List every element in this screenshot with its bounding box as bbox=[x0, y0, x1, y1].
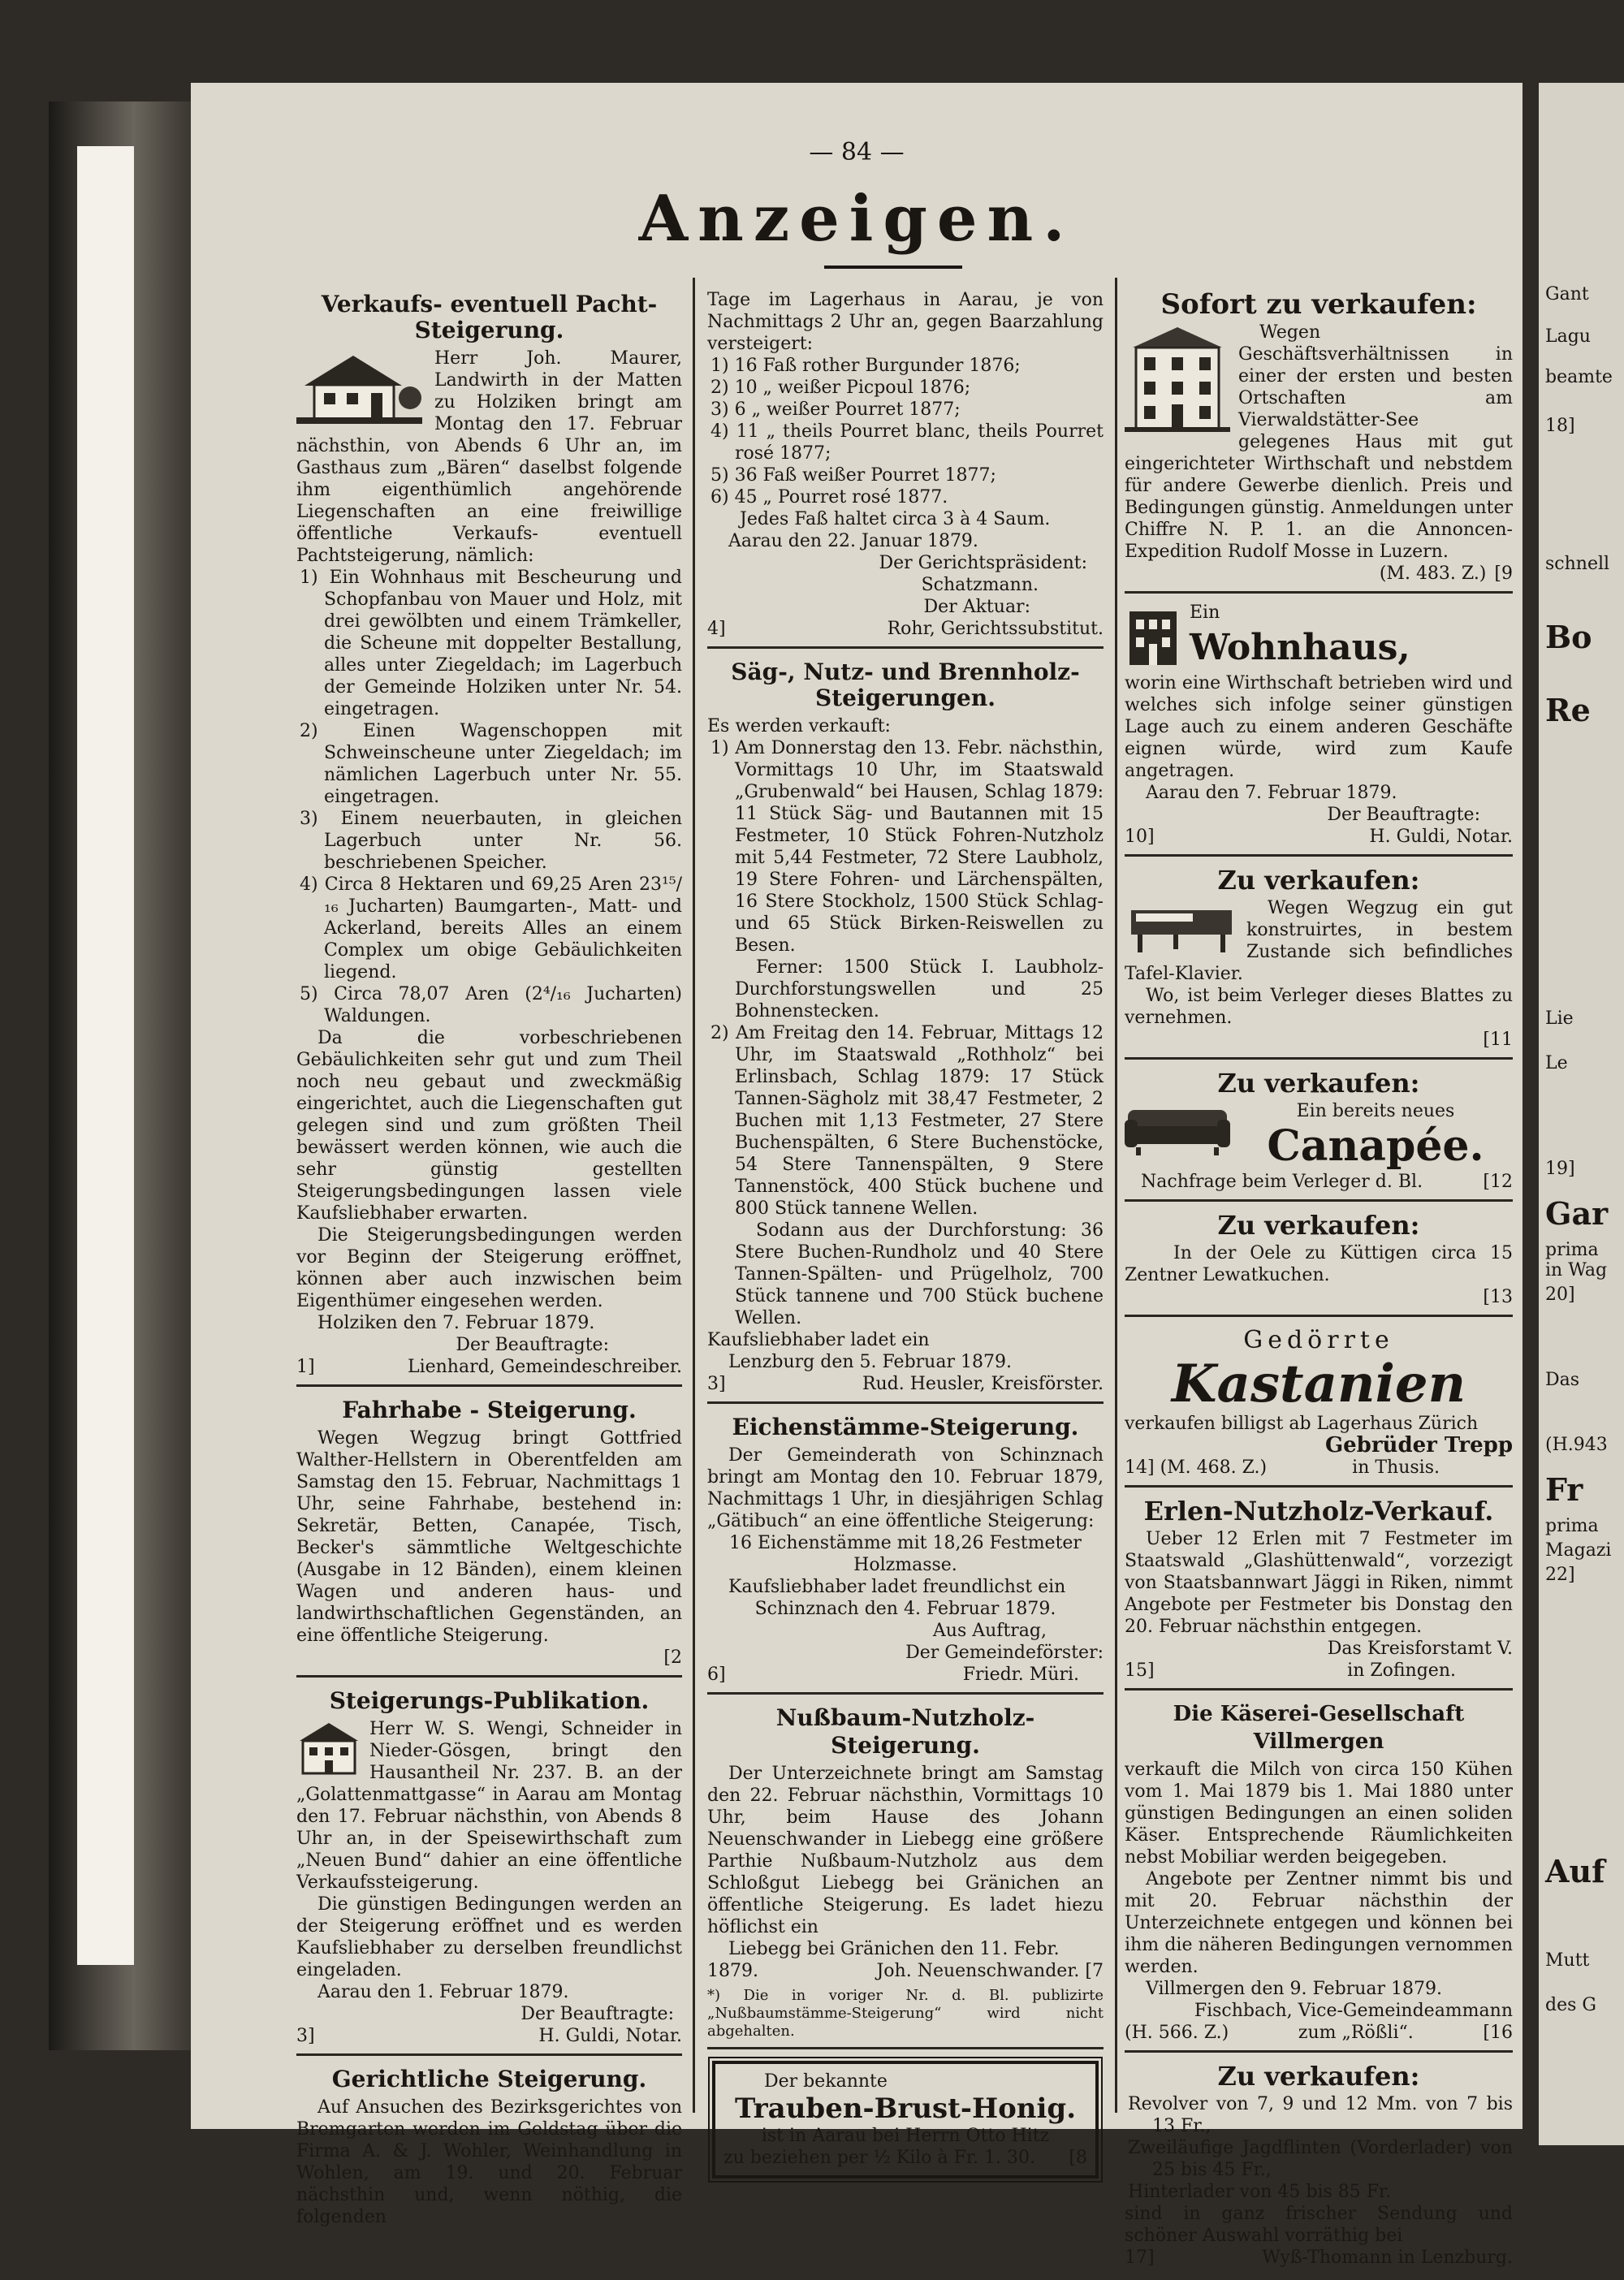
ad-title: Kastanien bbox=[1171, 1354, 1466, 1414]
column-rule bbox=[693, 278, 695, 2113]
ad-body: Angebote per Zentner nimmt bis und mit 20. Februar nächsthin der Unterzeichnete entgegen und können bei ihm die näheren Bedingungen vernommen werden. bbox=[1125, 1869, 1513, 1977]
list-item: 5) 36 Faß weißer Pourret 1877; bbox=[710, 465, 996, 486]
ad-body: Da die vorbeschriebenen Gebäulichkeiten sehr gut und zum Theil noch neu gebaut und zweckmäßig eingerichtet, auch die Liegenschaften gut gelegen sind und zum größten Theil bewässert werden können, wie auch die sehr günstig gestellten Steigerungsbedingungen lassen viele Kaufsliebhaber erwarten. bbox=[296, 1028, 682, 1224]
ad-line: Hinterlader von 45 bis 85 Fr. bbox=[1128, 2182, 1392, 2202]
ad-place-date: Aarau den 22. Januar 1879. bbox=[728, 531, 978, 551]
ad-role: Aus Auftrag, bbox=[932, 1621, 1047, 1641]
ad-title: Verkaufs- eventuell Pacht- bbox=[321, 291, 658, 317]
sofa-icon bbox=[1125, 1102, 1230, 1159]
ad-signature: Friedr. Müri. bbox=[962, 1665, 1079, 1685]
ad-eichenstaemme bbox=[707, 1409, 1104, 1695]
ad-body: worin eine Wirthschaft betrieben wird und welches sich infolge seiner günstigen Lage auch zu einem anderen Geschäfte eignen würde, wird zum Kaufe angetragen. bbox=[1125, 673, 1513, 781]
ad-title: Steigerung. bbox=[414, 317, 564, 343]
box-line: Der bekannte bbox=[764, 2071, 888, 2092]
ad-kastanien bbox=[1125, 1322, 1513, 1488]
page-number: — 84 — bbox=[809, 138, 905, 166]
ad-body: Tage im Lagerhaus in Aarau, je von Nachmittags 2 Uhr an, gegen Baarzahlung versteigert: bbox=[707, 290, 1104, 354]
ad-role: Der Aktuar: bbox=[923, 597, 1030, 617]
ad-footnote: *) Die in voriger Nr. d. Bl. publizirte „Nußbaumstämme-Steigerung“ wird nicht abgehalten. bbox=[707, 1987, 1104, 2040]
ad-body: Die Steigerungsbedingungen werden vor Beginn der Steigerung eröffnet, können aber auch inzwischen beim Eigenthümer eingesehen werden. bbox=[296, 1225, 682, 1311]
title-rule bbox=[824, 266, 962, 269]
ad-signature: H. Guldi, Notar. bbox=[1369, 827, 1513, 847]
ad-ref: 15] bbox=[1125, 1660, 1155, 1681]
fragment-text: 19] bbox=[1545, 1159, 1575, 1179]
ad-signature: Rud. Heusler, Kreisförster. bbox=[862, 1374, 1104, 1394]
ad-signature: Wyß-Thomann in Lenzburg. bbox=[1262, 2248, 1513, 2268]
column-1 bbox=[296, 286, 682, 2239]
ad-place-date: Liebegg bei Gränichen den 11. Febr. bbox=[728, 1939, 1060, 1959]
ad-ref: [12 bbox=[1483, 1172, 1513, 1192]
list-item: 5) Circa 78,07 Aren (2⁴/₁₆ Jucharten) Waldungen. bbox=[300, 984, 682, 1026]
ad-erlen-nutzholz bbox=[1125, 1492, 1513, 1691]
ad-ref: 10] bbox=[1125, 827, 1155, 847]
ad-ref: 17] bbox=[1125, 2248, 1155, 2268]
list-item: 6) 45 „ Pourret rosé 1877. bbox=[710, 487, 948, 507]
fragment-text: Fr bbox=[1545, 1471, 1583, 1508]
ad-body: Wegen Wegzug ein gut konstruirtes, in bestem Zustande sich befindliches Tafel-Klavier. bbox=[1125, 898, 1513, 984]
fragment-text: Auf bbox=[1545, 1853, 1605, 1889]
ad-title: Eichenstämme-Steigerung. bbox=[732, 1414, 1079, 1440]
list-item: 2) 10 „ weißer Picpoul 1876; bbox=[710, 378, 971, 398]
fragment-text: Bo bbox=[1545, 619, 1592, 655]
fragment-text: schnell bbox=[1545, 554, 1610, 574]
list-item: 3) 6 „ weißer Pourret 1877; bbox=[710, 399, 961, 420]
flyleaf bbox=[77, 146, 134, 1965]
list-item: 1) Am Donnerstag den 13. Febr. nächsthin, Vormittags 10 Uhr, im Staatswald „Grubenwald“ bei Hausen, Schlag 1879: 11 Stück Säg- und Bautannen mit 15 Festmeter, 10 Stück Fohren-Nutzholz mit 5,44 Festmeter, 72 Stere Laubholz, 19 Stere Fohren- und Lärchenspälten, 16 Stere Stockholz, 1500 Stück Schlag- und 65 Stück Birken-Reiswellen zu Besen. bbox=[710, 738, 1104, 956]
ad-title: Säg-, Nutz- und Brennholz- bbox=[731, 659, 1080, 685]
ad-place-date: Aarau den 1. Februar 1879. bbox=[317, 1982, 569, 2002]
ad-ref: [2 bbox=[663, 1647, 682, 1668]
ad-waffen bbox=[1125, 2058, 1513, 2275]
ad-code: (H. 566. Z.) bbox=[1125, 2023, 1229, 2043]
ad-ref: [16 bbox=[1483, 2023, 1513, 2043]
list-item: 4) Circa 8 Hektaren und 69,25 Aren 23¹⁵/₁₆ Jucharten) Baumgarten-, Matt- und Ackerland, bereits Alles an einem Complex um obige Gebäulichkeiten liegend. bbox=[300, 874, 682, 982]
fragment-text: 18] bbox=[1545, 416, 1575, 436]
list-item: 2) Am Freitag den 14. Februar, Mittags 12 Uhr, im Staatswald „Rothholz“ bei Erlinsbach, Schlag 1879: 17 Stück Tannen-Sägholz mit 38,47 Festmeter, 2 Buchen mit 1,13 Festmeter, 27 Stere Buchenspälten, 6 Stere Buchenstöcke, 54 Stere Tannenspälten, 9 Stere Tannenstöck, 400 Stück buchene und 800 Stück tannene Wellen. bbox=[710, 1023, 1104, 1219]
list-item: Ferner: 1500 Stück I. Laubholz-Durchforstungswellen und 25 Bohnenstecken. bbox=[735, 957, 1104, 1021]
box-title: Trauben-Brust-Honig. bbox=[734, 2092, 1077, 2125]
ad-body: Herr W. S. Wengi, Schneider in Nieder-Gösgen, bringt den Hausantheil Nr. 237. B. an der „Golattenmattgasse“ in Aarau am Montag den 17. Februar nächsthin, von Abends 8 Uhr an, in der Speisewirthschaft zum „Neuen Bund“ dahier an eine öffentliche Verkaufssteigerung. bbox=[296, 1719, 682, 1893]
ad-fahrhabe-steigerung bbox=[296, 1392, 682, 1678]
column-rule bbox=[1115, 278, 1117, 2113]
page-title: Anzeigen. bbox=[638, 182, 1075, 256]
ad-gerichtliche-steigerung bbox=[296, 2061, 682, 2235]
ad-place: in Thusis. bbox=[1352, 1457, 1440, 1478]
ad-body: Wegen Wegzug bringt Gottfried Walther-Hellstern in Oberentfelden am Samstag den 15. Februar, Nachmittags 1 Uhr, seine Fahrhabe, bestehend in: Sekretär, Betten, Canapée, Tisch, Becker's sämmtliche Weltgeschichte (Ausgabe in 12 Bänden), einem kleinen Wagen und anderen haus- und landwirthschaftlichen Gegenständen, an eine öffentliche Steigerung. bbox=[296, 1428, 682, 1646]
box-line: ist in Aarau bei Herrn Otto Hitz bbox=[761, 2126, 1050, 2146]
ad-lewatkuchen bbox=[1125, 1207, 1513, 1317]
ad-body: Wegen Geschäftsverhältnissen in einer der ersten und besten Ortschaften am Vierwaldstätter-See gelegenes Haus mit gut eingerichteter Wirthschaft und nebstdem für andere Gewerbe dienlich. Preis und Bedingungen günstig. Anmeldungen unter Chiffre N. P. 1. an die Annoncen-Expedition Rudolf Mosse in Luzern. bbox=[1125, 322, 1513, 562]
ad-canapee bbox=[1125, 1064, 1513, 1202]
ad-role: Der Beauftragte: bbox=[456, 1335, 609, 1355]
ad-product: Canapée. bbox=[1267, 1121, 1484, 1171]
ad-title: Wohnhaus, bbox=[1190, 627, 1410, 668]
fragment-text: Gant bbox=[1545, 284, 1589, 304]
ad-body: sind in ganz frischer Sendung und schöner Auswahl vorräthig bei bbox=[1125, 2204, 1513, 2246]
fragment-text: Gar bbox=[1545, 1195, 1609, 1232]
adjacent-page-fragment bbox=[1539, 83, 1624, 2145]
ad-office: Das Kreisforstamt V. bbox=[1327, 1639, 1513, 1659]
ad-title: Zu verkaufen: bbox=[1217, 1210, 1420, 1241]
ad-place-date: Aarau den 7. Februar 1879. bbox=[1146, 783, 1397, 803]
ad-place: in Zofingen. bbox=[1347, 1660, 1456, 1681]
ad-role: Der Gerichtspräsident: bbox=[879, 553, 1087, 573]
ad-title: Erlen-Nutzholz-Verkauf. bbox=[1143, 1496, 1494, 1526]
ad-ref: [11 bbox=[1483, 1030, 1513, 1050]
ad-place-date: Lenzburg den 5. Februar 1879. bbox=[728, 1352, 1012, 1372]
fragment-text: beamte bbox=[1545, 367, 1613, 387]
ad-kaeserei bbox=[1125, 1695, 1513, 2053]
ad-ref: 6] bbox=[707, 1665, 726, 1685]
ad-body: In der Oele zu Küttigen circa 15 Zentner Lewatkuchen. bbox=[1125, 1243, 1513, 1285]
fragment-text: Le bbox=[1545, 1053, 1568, 1073]
ad-ref: 3] bbox=[707, 1374, 726, 1394]
ad-holz-steigerungen bbox=[707, 654, 1104, 1404]
ad-body: Herr Joh. Maurer, Landwirth in der Matten zu Holziken bringt am Montag den 17. Februar nächsthin, von Abends 6 Uhr an, im Gasthaus zum „Bären“ daselbst folgende ihm eigenthümlich angehörende Liegenschaften an eine freiwillige öffentliche Verkaufs- eventuell Pachtsteigerung, nämlich: bbox=[296, 348, 682, 566]
ad-signature: Rohr, Gerichtssubstitut. bbox=[887, 619, 1104, 639]
fragment-text: 22] bbox=[1545, 1565, 1575, 1585]
ad-role: Der Gemeindeförster: bbox=[905, 1643, 1104, 1663]
ad-ref: 3] bbox=[296, 2026, 315, 2046]
ad-wohnhaus bbox=[1125, 598, 1513, 857]
house-icon bbox=[296, 1720, 361, 1777]
ad-name: Schatzmann. bbox=[921, 575, 1039, 595]
ad-body: Der Unterzeichnete bringt am Samstag den 22. Februar nächsthin, Vormittags 10 Uhr, beim Hause des Johann Neuenschwander in Liebegg eine größere Parthie Nußbaum-Nutzholz aus dem Schloßgut Liebegg bei Gränichen an öffentliche Steigerung. Es ladet hiezu höflichst ein bbox=[707, 1764, 1104, 1937]
ad-pre: Ein bereits neues bbox=[1296, 1101, 1455, 1121]
ad-role: Der Beauftragte: bbox=[520, 2004, 674, 2024]
ad-body: Nachfrage beim Verleger d. Bl. bbox=[1141, 1172, 1423, 1192]
fragment-text: Lie bbox=[1545, 1008, 1574, 1029]
ad-body: Der Gemeinderath von Schinznach bringt am Montag den 10. Februar 1879, Nachmittags 1 Uhr, in diesjährigen Schlag „Gätibuch“ an eine öffentliche Steigerung: bbox=[707, 1445, 1104, 1531]
fragment-text: prima bbox=[1545, 1516, 1599, 1536]
ad-honig-box bbox=[712, 2061, 1099, 2179]
ad-ref: 1] bbox=[296, 1357, 315, 1377]
ad-role: Der Beauftragte: bbox=[1327, 805, 1480, 825]
ad-title: Zu verkaufen: bbox=[1217, 2061, 1420, 2092]
ad-pre: Ein bbox=[1190, 602, 1220, 623]
ad-signature: Joh. Neuenschwander. [7 bbox=[876, 1961, 1104, 1981]
fragment-text: Re bbox=[1545, 692, 1591, 728]
ad-body: Es werden verkauft: bbox=[707, 716, 891, 736]
ad-signature: H. Guldi, Notar. bbox=[538, 2026, 682, 2046]
piano-icon bbox=[1125, 899, 1238, 956]
ad-ref: [9 bbox=[1494, 564, 1513, 584]
fragment-text: Das bbox=[1545, 1370, 1580, 1390]
ad-code: (M. 483. Z.) bbox=[1379, 564, 1487, 584]
list-item: 3) Einem neuerbauten, in gleichen Lagerbuch unter Nr. 56. beschriebenen Speicher. bbox=[300, 809, 682, 873]
ad-title: Die Käserei-Gesellschaft Villmergen bbox=[1173, 1702, 1465, 1754]
list-item: 2) Einen Wagenschoppen mit Schweinscheune unter Ziegeldach; im nämlichen Lagerbuch unter Nr. 55. eingetragen. bbox=[300, 721, 682, 807]
ad-title: Steigerungs-Publikation. bbox=[329, 1687, 650, 1714]
ad-title: Gerichtliche Steigerung. bbox=[331, 2066, 647, 2092]
ad-steigerungs-publikation bbox=[296, 1682, 682, 2056]
column-3 bbox=[1125, 286, 1513, 2280]
list-item: 4) 11 „ theils Pourret blanc, theils Pourret rosé 1877; bbox=[710, 421, 1104, 464]
newspaper-page bbox=[191, 83, 1522, 2268]
column-2 bbox=[707, 286, 1104, 2190]
list-item: Sodann aus der Durchforstung: 36 Stere Buchen-Rundholz und 40 Stere Tannen-Spälten- und Prügelholz, 700 Stück tannene und 700 Stück buchene Wellen. bbox=[735, 1220, 1104, 1328]
ad-wein-steigerung bbox=[707, 286, 1104, 649]
ad-year: 1879. bbox=[707, 1961, 758, 1981]
fragment-text: Magazi bbox=[1545, 1540, 1612, 1561]
ad-title: Nußbaum-Nutzholz-Steigerung. bbox=[775, 1704, 1035, 1759]
ad-line: Zweiläufige Jagdflinten (Vorderlader) von 25 bis 45 Fr., bbox=[1128, 2138, 1513, 2180]
building-icon bbox=[1125, 323, 1230, 437]
ad-sofort-verkaufen bbox=[1125, 286, 1513, 594]
list-item: 1) 16 Faß rother Burgunder 1876; bbox=[710, 356, 1021, 376]
ad-nussbaum bbox=[707, 1699, 1104, 2049]
ad-signature: Lienhard, Gemeindeschreiber. bbox=[407, 1357, 682, 1377]
list-item: 1) Ein Wohnhaus mit Bescheurung und Schopfanbau von Mauer und Holz, mit drei gewölbten und einem Trämkeller, die Scheune mit doppelter Bestallung, alles unter Ziegeldach; im Lagerbuch der Gemeinde Holziken unter Nr. 54. eingetragen. bbox=[300, 568, 682, 719]
fragment-text: prima bbox=[1545, 1240, 1599, 1260]
ad-ref: 4] bbox=[707, 619, 726, 639]
ad-line: Revolver von 7, 9 und 12 Mm. von 7 bis 13 Fr., bbox=[1128, 2094, 1513, 2136]
ad-signer: Fischbach, Vice-Gemeindeammann bbox=[1194, 2001, 1513, 2021]
fragment-text: 20] bbox=[1545, 1285, 1575, 1305]
ad-invite: Kaufsliebhaber ladet freundlichst ein bbox=[728, 1577, 1066, 1597]
ad-note: Jedes Faß haltet circa 3 à 4 Saum. bbox=[740, 509, 1051, 529]
fragment-text: Lagu bbox=[1545, 326, 1591, 347]
fragment-text: des G bbox=[1545, 1995, 1596, 2015]
ad-body: Die günstigen Bedingungen werden an der Steigerung eröffnet und es werden Kaufsliebhaber zu derselben freundlichst eingeladen. bbox=[296, 1894, 682, 1980]
ad-place-date: Holziken den 7. Februar 1879. bbox=[317, 1313, 595, 1333]
ad-title: Sofort zu verkaufen: bbox=[1160, 288, 1477, 321]
ad-body: verkauft die Milch von circa 150 Kühen vom 1. Mai 1879 bis 1. Mai 1880 unter günstigen Bedingungen an einen soliden Käser. Entsprechende Räumlichkeiten nebst Mobiliar werden beigegeben. bbox=[1125, 1760, 1513, 1868]
box-line: zu beziehen per ½ Kilo à Fr. 1. 30. bbox=[723, 2148, 1035, 2168]
ad-body: verkaufen billigst ab Lagerhaus Zürich bbox=[1125, 1414, 1479, 1434]
ad-body: Auf Ansuchen des Bezirksgerichtes von Bremgarten werden im Geldstag über die Firma A. & J. Wohler, Weinhandlung in Wohlen, am 19. und 20. Februar nächsthin und, wenn nöthig, die folgenden bbox=[296, 2097, 682, 2227]
farmhouse-icon bbox=[296, 349, 426, 426]
ad-firm: Gebrüder Trepp bbox=[1324, 1433, 1513, 1457]
ad-inn: zum „Rößli“. bbox=[1298, 2023, 1414, 2043]
ad-title: Zu verkaufen: bbox=[1217, 1068, 1420, 1099]
ad-body: Ueber 12 Erlen mit 7 Festmeter im Staatswald „Glashüttenwald“, vorzezigt von Staatsbannwart Jäggi in Riken, nimmt Angebote per Festmeter bis Donstag den 20. Februar nächsthin entgegen. bbox=[1125, 1529, 1513, 1637]
ad-title: Zu verkaufen: bbox=[1217, 865, 1420, 896]
fragment-text: (H.943 bbox=[1545, 1435, 1608, 1455]
fragment-text: in Wag bbox=[1545, 1260, 1608, 1280]
ad-pre: Gedörrte bbox=[1243, 1326, 1394, 1354]
ad-ref: [13 bbox=[1483, 1287, 1513, 1307]
ad-title: Steigerungen. bbox=[815, 684, 996, 711]
ad-body: 16 Eichenstämme mit 18,26 Festmeter Holzmasse. bbox=[729, 1533, 1082, 1575]
ad-place-date: Schinznach den 4. Februar 1879. bbox=[754, 1599, 1056, 1619]
fragment-text: Mutt bbox=[1545, 1950, 1590, 1971]
house-icon bbox=[1125, 603, 1181, 668]
ad-place-date: Villmergen den 9. Februar 1879. bbox=[1146, 1979, 1442, 1999]
ad-ref: 14] (M. 468. Z.) bbox=[1125, 1457, 1268, 1478]
ad-title: Fahrhabe - Steigerung. bbox=[342, 1397, 637, 1423]
ad-body: Wo, ist beim Verleger dieses Blattes zu vernehmen. bbox=[1125, 986, 1513, 1028]
box-ref: [8 bbox=[1069, 2148, 1087, 2168]
ad-invite: Kaufsliebhaber ladet ein bbox=[707, 1330, 930, 1350]
ad-klavier bbox=[1125, 861, 1513, 1060]
ad-verkaufs-steigerung bbox=[296, 286, 682, 1387]
